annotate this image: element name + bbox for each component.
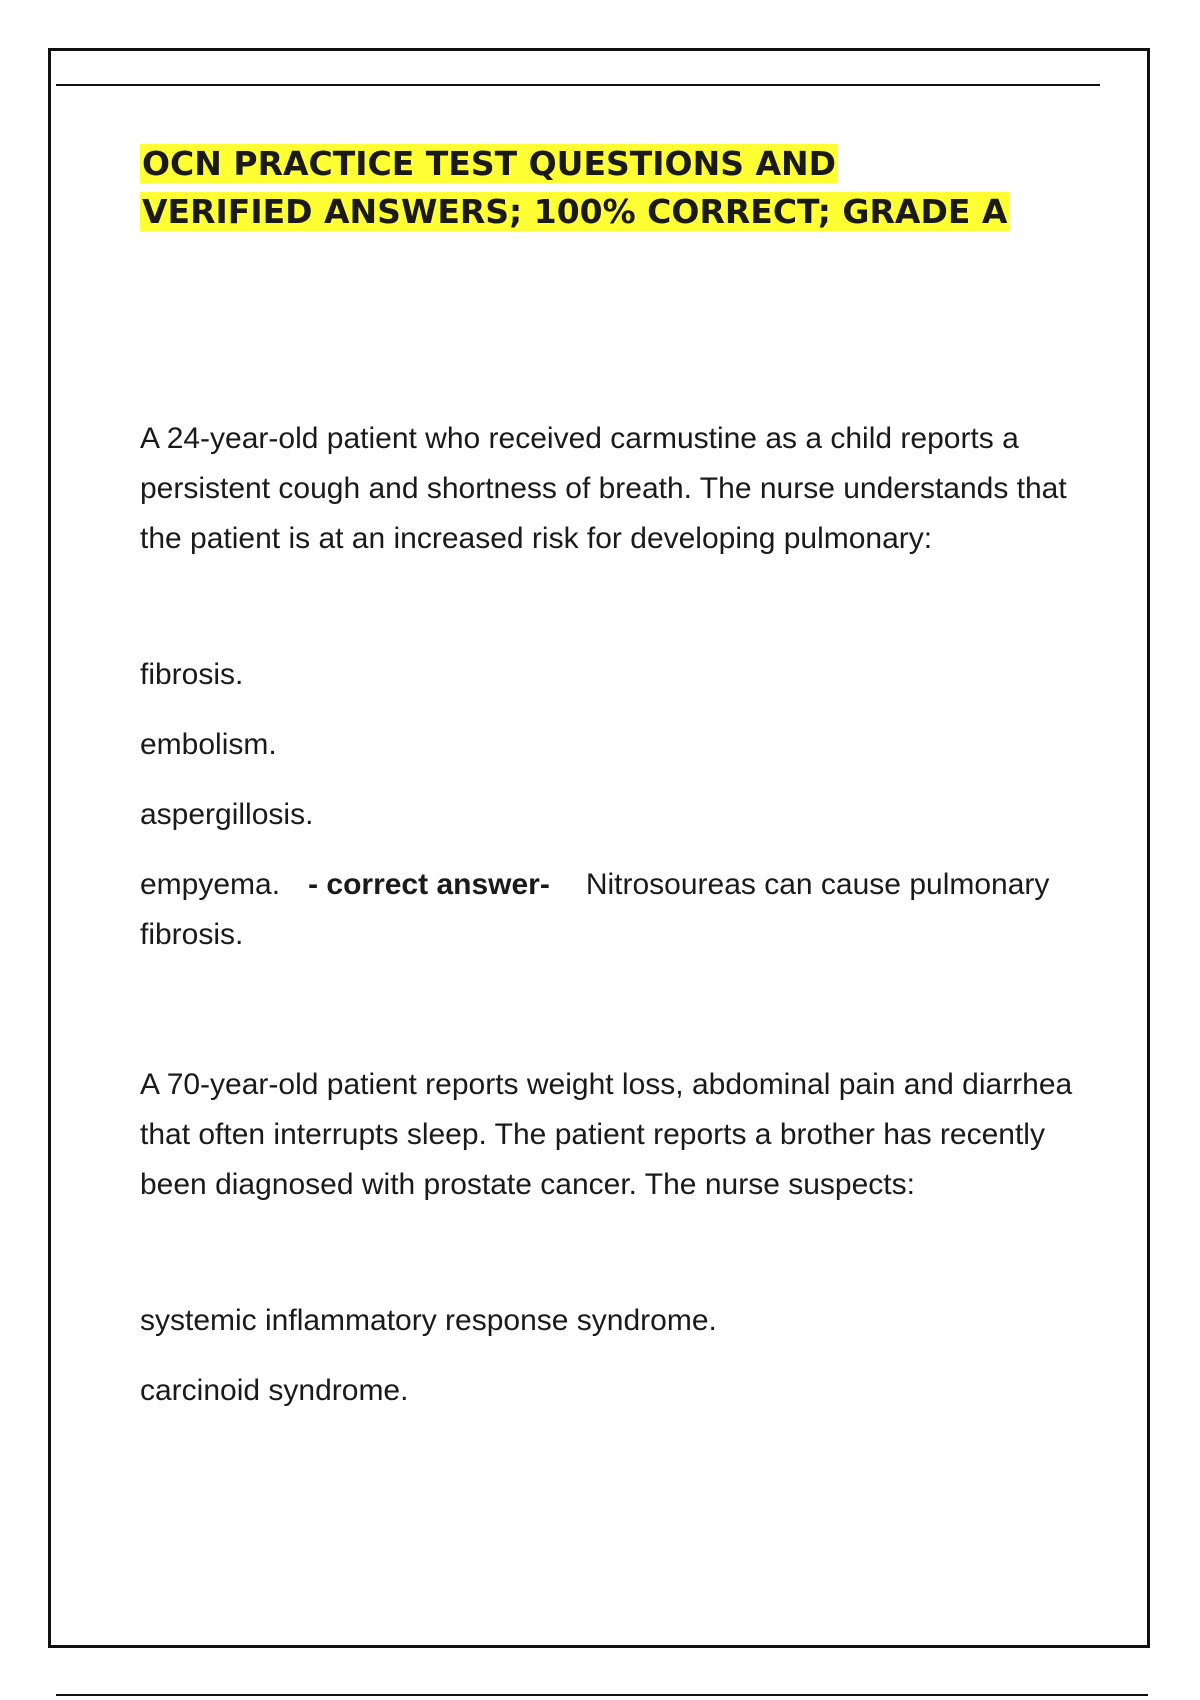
question-1-explanation: Nitrosoureas can cause pulmonary fibrosis. xyxy=(140,868,1050,951)
title-line-1: OCN PRACTICE TEST QUESTIONS AND xyxy=(142,144,837,183)
question-2-option-b: carcinoid syndrome. xyxy=(140,1374,409,1407)
header-rule xyxy=(56,84,1100,86)
question-1-text: A 24-year-old patient who received carmustine as a child reports a persistent cough and shortness of breath. The nurse understands that the patient is at an increased risk for developing pulmonary: xyxy=(140,422,1067,555)
document-body xyxy=(140,140,1080,1416)
question-1-option-b: embolism. xyxy=(140,728,277,761)
question-2-text: A 70-year-old patient reports weight loss, abdominal pain and diarrhea that often interrupts sleep. The patient reports a brother has recently been diagnosed with prostate cancer. The nurse suspects: xyxy=(140,1068,1073,1201)
title-line-2: VERIFIED ANSWERS; 100% CORRECT; GRADE A xyxy=(142,192,1008,231)
question-1-option-a: fibrosis. xyxy=(140,658,244,691)
correct-answer-marker: - correct answer- xyxy=(308,868,550,901)
question-1-answer-row xyxy=(140,860,1080,960)
question-2-options xyxy=(140,1296,1080,1416)
footer-rule xyxy=(56,1694,1148,1696)
question-2-option-a: systemic inflammatory response syndrome. xyxy=(140,1304,717,1337)
question-1-option-c: aspergillosis. xyxy=(140,798,314,831)
question-1-options xyxy=(140,650,1080,960)
question-1-option-d: empyema. xyxy=(140,868,281,901)
document-title xyxy=(140,140,1080,236)
